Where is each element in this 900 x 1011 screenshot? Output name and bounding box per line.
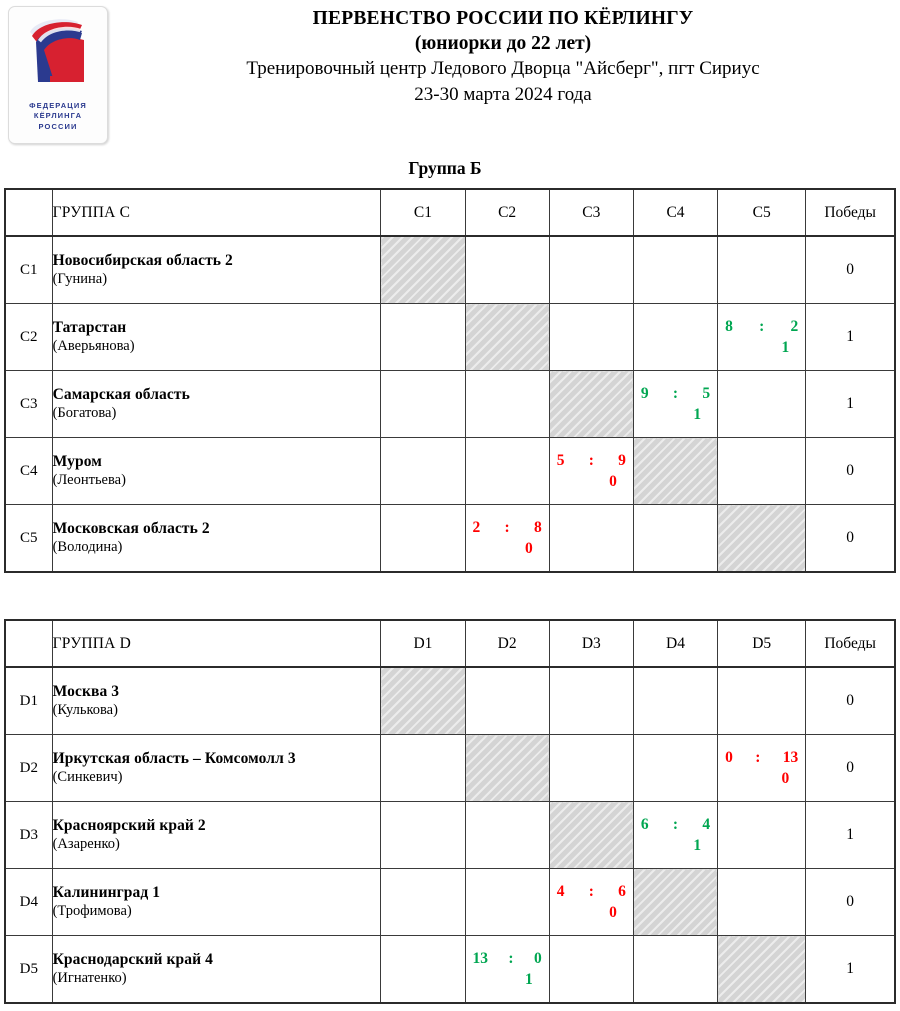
wins-count-cell: 0 <box>806 236 895 304</box>
table-header-row <box>5 189 895 236</box>
empty-result-cell <box>633 304 717 371</box>
table-header-row <box>5 620 895 667</box>
federation-logo <box>8 6 108 144</box>
wins-count-cell: 0 <box>806 735 895 802</box>
match-result-cell <box>718 304 806 371</box>
score-for: 4 <box>556 883 565 900</box>
empty-result-cell <box>381 936 465 1004</box>
team-cell <box>52 438 381 505</box>
empty-result-cell <box>465 236 549 304</box>
score-for: 5 <box>556 452 565 469</box>
empty-result-cell <box>381 735 465 802</box>
match-result-cell <box>633 802 717 869</box>
score-for: 2 <box>472 519 481 536</box>
empty-result-cell <box>465 667 549 735</box>
self-match-blocked-cell <box>381 236 465 304</box>
score-separator: : <box>672 385 679 402</box>
self-match-blocked-cell <box>549 802 633 869</box>
self-match-blocked-cell <box>549 371 633 438</box>
team-skip-name: (Леонтьева) <box>52 472 126 488</box>
score-separator: : <box>672 816 679 833</box>
match-points: 1 <box>781 339 790 356</box>
event-dates: 23-30 марта 2024 года <box>414 84 592 105</box>
team-cell <box>52 371 381 438</box>
match-result-cell <box>633 371 717 438</box>
empty-result-cell <box>381 869 465 936</box>
empty-result-cell <box>549 236 633 304</box>
score-for: 8 <box>725 318 733 335</box>
empty-result-cell <box>633 936 717 1004</box>
team-skip-name: (Игнатенко) <box>52 970 127 986</box>
team-skip-name: (Богатова) <box>52 405 117 421</box>
match-score <box>550 881 633 923</box>
page-header <box>0 0 900 150</box>
match-score <box>634 383 717 425</box>
self-match-blocked-cell <box>381 667 465 735</box>
match-points: 1 <box>524 971 533 988</box>
row-code-cell: C2 <box>5 304 52 371</box>
score-separator: : <box>588 452 594 469</box>
empty-result-cell <box>718 236 806 304</box>
opponent-header-d2: D2 <box>465 620 549 667</box>
opponent-header-c4: C4 <box>633 189 717 236</box>
empty-result-cell <box>633 735 717 802</box>
empty-result-cell <box>465 869 549 936</box>
table-row <box>5 802 895 869</box>
table-row <box>5 735 895 802</box>
team-cell <box>52 236 381 304</box>
opponent-header-c5: C5 <box>718 189 806 236</box>
code-column-header <box>5 620 52 667</box>
score-against: 6 <box>618 883 626 900</box>
opponent-header-d4: D4 <box>633 620 717 667</box>
code-column-header <box>5 189 52 236</box>
self-match-blocked-cell <box>465 304 549 371</box>
empty-result-cell <box>718 438 806 505</box>
row-code-cell: D2 <box>5 735 52 802</box>
empty-result-cell <box>549 667 633 735</box>
team-skip-name: (Синкевич) <box>52 769 123 785</box>
curling-federation-emblem-icon <box>22 16 94 94</box>
team-skip-name: (Володина) <box>52 539 123 555</box>
score-against: 0 <box>533 950 542 967</box>
logo-wordmark <box>9 101 107 133</box>
group-d-standings-table <box>4 619 896 1004</box>
group-d-table-wrap <box>0 619 900 1004</box>
team-cell <box>52 667 381 735</box>
score-for: 9 <box>640 385 649 402</box>
self-match-blocked-cell <box>718 936 806 1004</box>
team-name: Муром <box>52 453 102 470</box>
score-against: 5 <box>702 385 711 402</box>
match-result-cell <box>465 505 549 573</box>
group-d-table-body <box>5 667 895 1003</box>
table-row <box>5 236 895 304</box>
score-for: 0 <box>725 749 733 766</box>
team-name: Красноярский край 2 <box>52 817 206 834</box>
score-separator: : <box>755 749 761 766</box>
team-name: Калининград 1 <box>52 884 161 901</box>
team-skip-name: (Гунина) <box>52 271 108 287</box>
team-cell <box>52 869 381 936</box>
table-row <box>5 371 895 438</box>
team-cell <box>52 505 381 573</box>
team-skip-name: (Азаренко) <box>52 836 120 852</box>
event-category: (юниорки до 22 лет) <box>414 33 592 54</box>
score-separator: : <box>759 318 765 335</box>
self-match-blocked-cell <box>633 869 717 936</box>
empty-result-cell <box>465 438 549 505</box>
wins-count-cell: 0 <box>806 869 895 936</box>
self-match-blocked-cell <box>633 438 717 505</box>
empty-result-cell <box>718 667 806 735</box>
logo-line-2: КЁРЛИНГА <box>33 111 83 120</box>
match-points: 1 <box>693 406 702 423</box>
match-points: 1 <box>693 837 702 854</box>
empty-result-cell <box>465 802 549 869</box>
opponent-header-c3: C3 <box>549 189 633 236</box>
score-against: 8 <box>533 519 542 536</box>
opponent-header-d1: D1 <box>381 620 465 667</box>
table-row <box>5 936 895 1004</box>
team-cell <box>52 304 381 371</box>
team-name: Татарстан <box>52 319 127 336</box>
empty-result-cell <box>718 802 806 869</box>
score-for: 13 <box>472 950 489 967</box>
wins-column-header: Победы <box>806 620 895 667</box>
group-label-header: ГРУППА D <box>52 620 381 667</box>
team-cell <box>52 936 381 1004</box>
logo-line-3: РОССИИ <box>38 121 78 131</box>
wins-count-cell: 0 <box>806 505 895 573</box>
empty-result-cell <box>633 667 717 735</box>
empty-result-cell <box>381 438 465 505</box>
table-row <box>5 304 895 371</box>
empty-result-cell <box>549 735 633 802</box>
match-score <box>718 747 805 789</box>
team-name: Московская область 2 <box>52 520 210 537</box>
row-code-cell: D1 <box>5 667 52 735</box>
event-venue: Тренировочный центр Ледового Дворца "Айсберг", пгт Сириус <box>246 58 760 79</box>
empty-result-cell <box>718 869 806 936</box>
empty-result-cell <box>381 304 465 371</box>
wins-count-cell: 0 <box>806 438 895 505</box>
wins-column-header: Победы <box>806 189 895 236</box>
match-score <box>718 316 805 358</box>
team-cell <box>52 802 381 869</box>
table-separator <box>0 573 900 619</box>
team-skip-name: (Кулькова) <box>52 702 118 718</box>
score-separator: : <box>588 883 594 900</box>
table-row <box>5 667 895 735</box>
table-row <box>5 869 895 936</box>
score-for: 6 <box>640 816 649 833</box>
match-score <box>466 517 549 559</box>
empty-result-cell <box>718 371 806 438</box>
row-code-cell: C5 <box>5 505 52 573</box>
team-name: Новосибирская область 2 <box>52 252 233 269</box>
team-skip-name: (Трофимова) <box>52 903 132 919</box>
match-score <box>550 450 633 492</box>
row-code-cell: D5 <box>5 936 52 1004</box>
opponent-header-d3: D3 <box>549 620 633 667</box>
wins-count-cell: 1 <box>806 371 895 438</box>
score-against: 9 <box>618 452 626 469</box>
match-score <box>634 814 717 856</box>
group-c-table-body <box>5 236 895 572</box>
empty-result-cell <box>633 236 717 304</box>
empty-result-cell <box>549 505 633 573</box>
logo-line-1: ФЕДЕРАЦИЯ <box>29 100 87 110</box>
row-code-cell: D4 <box>5 869 52 936</box>
match-result-cell <box>718 735 806 802</box>
wins-count-cell: 1 <box>806 304 895 371</box>
self-match-blocked-cell <box>718 505 806 573</box>
team-name: Иркутская область – Комсомолл 3 <box>52 750 296 767</box>
title-block <box>110 6 896 108</box>
match-result-cell <box>549 869 633 936</box>
empty-result-cell <box>381 802 465 869</box>
wins-count-cell: 1 <box>806 936 895 1004</box>
empty-result-cell <box>381 505 465 573</box>
score-against: 13 <box>782 749 799 766</box>
section-heading: Группа Б <box>408 158 482 178</box>
match-points: 0 <box>781 770 790 787</box>
row-code-cell: C4 <box>5 438 52 505</box>
match-result-cell <box>465 936 549 1004</box>
event-title: ПЕРВЕНСТВО РОССИИ ПО КЁРЛИНГУ <box>312 8 694 29</box>
match-points: 0 <box>609 473 617 490</box>
wins-count-cell: 1 <box>806 802 895 869</box>
group-c-standings-table <box>4 188 896 573</box>
match-points: 0 <box>524 540 533 557</box>
opponent-header-c1: C1 <box>381 189 465 236</box>
match-score <box>466 948 549 990</box>
group-label-header: ГРУППА C <box>52 189 381 236</box>
score-against: 2 <box>790 318 799 335</box>
row-code-cell: C3 <box>5 371 52 438</box>
opponent-header-c2: C2 <box>465 189 549 236</box>
team-name: Самарская область <box>52 386 190 403</box>
row-code-cell: C1 <box>5 236 52 304</box>
team-name: Москва 3 <box>52 683 120 700</box>
empty-result-cell <box>465 371 549 438</box>
table-row <box>5 505 895 573</box>
self-match-blocked-cell <box>465 735 549 802</box>
team-cell <box>52 735 381 802</box>
row-code-cell: D3 <box>5 802 52 869</box>
empty-result-cell <box>633 505 717 573</box>
table-row <box>5 438 895 505</box>
score-against: 4 <box>702 816 711 833</box>
opponent-header-d5: D5 <box>718 620 806 667</box>
match-points: 0 <box>609 904 617 921</box>
empty-result-cell <box>549 936 633 1004</box>
group-c-table-wrap <box>0 188 900 573</box>
wins-count-cell: 0 <box>806 667 895 735</box>
team-name: Краснодарский край 4 <box>52 951 213 968</box>
score-separator: : <box>508 950 514 967</box>
score-separator: : <box>504 519 510 536</box>
match-result-cell <box>549 438 633 505</box>
empty-result-cell <box>381 371 465 438</box>
empty-result-cell <box>549 304 633 371</box>
team-skip-name: (Аверьянова) <box>52 338 135 354</box>
